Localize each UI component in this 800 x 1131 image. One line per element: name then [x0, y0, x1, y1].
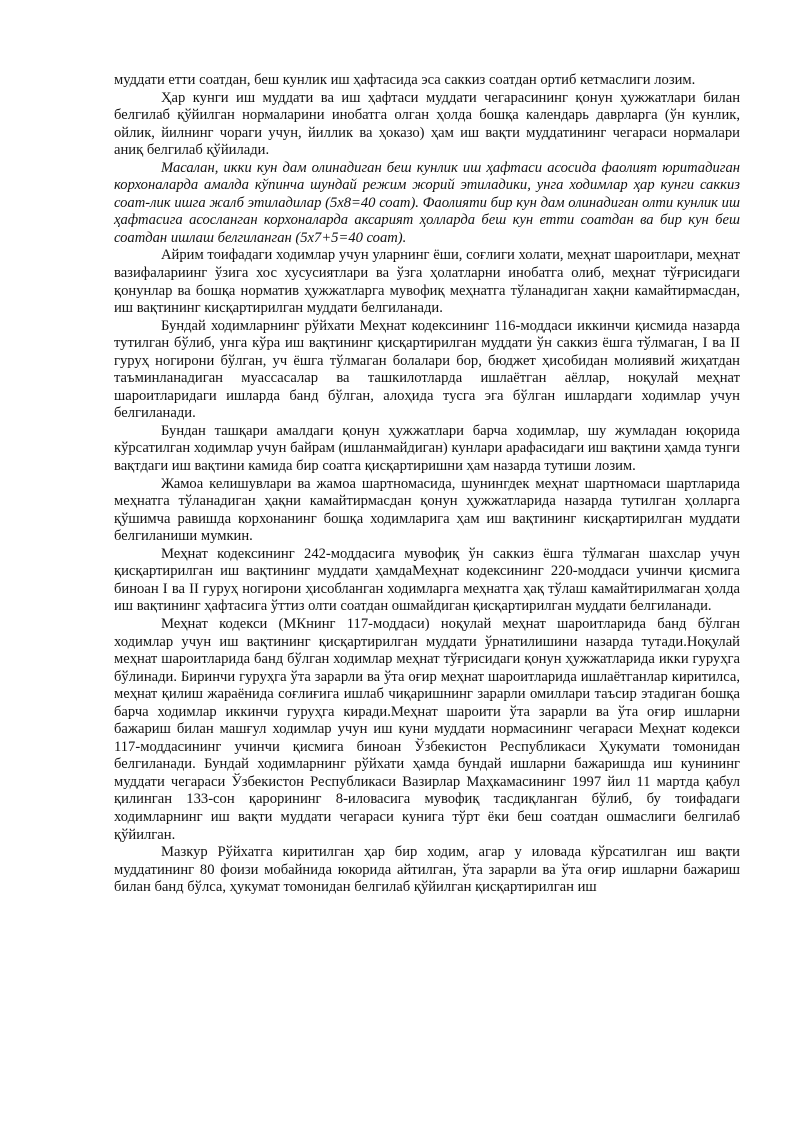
- paragraph-calendar-periods: Ҳар кунги иш муддати ва иш ҳафтаси муддати чегарасининг қонун ҳужжатлари билан белгилаб қўйилган нормаларини инобатга олган ҳолда бошқа календарь даврларга (ўн кунлик, ойлик, йилнинг чораги учун, йиллик ва ҳоказо) ҳам иш вақти муддатининг чегараси нормалари аниқ белгилаб қўйилади.: [114, 89, 740, 159]
- paragraph-example: Масалан, икки кун дам олинадиган беш кунлик иш ҳафтаси асосида фаолият юритадиган корхоналарда амалда кўпинча шундай режим жорий этиладики, унга ходимлар ҳар кунги саккиз соат-лик ишга жалб этиладилар (5х8=40 соат). Фаолияти бир кун дам олинадиган олти кунлик иш ҳафтасига асосланган корхоналарда аксарият ҳолларда беш кун етти соатдан ва бир кун беш соатдан ишлаш белгиланган (5х7+5=40 соат).: [114, 159, 740, 246]
- paragraph-holiday-eve: Бундан ташқари амалдаги қонун ҳужжатлари барча ходимлар, шу жумладан юқорида кўрсатилган ходимлар учун байрам (ишланмайдиган) кунлари арафасидаги иш вақтини ҳамда тунги вақтдаги иш вақтини камида бир соатга қисқартиришни ҳам назарда тутиши лозим.: [114, 422, 740, 475]
- paragraph-collective-agreements: Жамоа келишувлари ва жамоа шартномасида, шунингдек меҳнат шартномаси шартларида меҳнатга тўланадиган ҳақни камайтирмасдан қонун ҳужжатларида назарда тутилган ҳолларга қўшимча равишда корхонанинг бошқа ходимларига ҳам иш вақтининг кисқартирилган муддати белгиланиши мумкин.: [114, 475, 740, 545]
- paragraph-list-employee: Мазкур Рўйхатга киритилган ҳар бир ходим, агар у иловада кўрсатилган иш вақти муддатининг 80 фоизи мобайнида юкорида айтилган, ўта зарарли ва ўта оғир ишларни бажариш билан банд бўлса, ҳукумат томонидан белгилаб қўйилган қисқартирилган иш: [114, 844, 740, 896]
- paragraph-harmful-conditions: Меҳнат кодекси (МКнинг 117-моддаси) ноқулай меҳнат шароитларида банд бўлган ходимлар учун иш вақтининг қисқартирилган муддати ўрнатилишини назарда тутади.Ноқулай меҳнат шароитларида банд бўлган ходимлар меҳнат тўғрисидаги қонун ҳужжатларида икки гуруҳга бўлинади. Биринчи гуруҳга ўта зарарли ва ўта оғир меҳнат шароитларида ишлаётганлар киритилса, меҳнат қилиш жараёнида соғлиғига ишлаб чиқаришнинг зарарли омиллари таъсир этадиган бошқа барча ходимлар иккинчи гуруҳга киради.Меҳнат шароити ўта зарарли ва ўта оғир ишларни бажариш билан машғул ходимлар учун иш куни муддати нормасининг чегараси Меҳнат кодекси 117-моддасининг учинчи қисмига биноан Ўзбекистон Республикаси Ҳукумати томонидан белгиланади. Бундай ходимларнинг рўйхати ҳамда бундай ишларни бажаришда иш кунининг муддати чегараси Ўзбекистон Республикаси Вазирлар Маҳкамасининг 1997 йил 11 мартда қабул қилинган 133-сон қарорининг 8-иловасига мувофиқ тасдиқланган бўлиб, бу тоифадаги ходимларнинг иш вақти муддати чегараси кунига тўрт ёки беш соатдан ошмаслиги белгилаб қўйилган.: [114, 615, 740, 843]
- paragraph-list-of-employees: Бундай ходимларнинг рўйхати Меҳнат кодексининг 116-моддаси иккинчи қисмида назарда тутилган бўлиб, унга кўра иш вақтининг қисқартирилган муддати ўн саккиз ёшга тўлмаган, I ва II гуруҳ ногирони бўлган, уч ёшга тўлмаган болалари бор, бюджет ҳисобидан молиявий жиҳатдан таъминланадиган муассасалар ва ташкилотларда ишлаётган аёллар, ноқулай меҳнат шароитларидаги ишларда банд бўлган, алоҳида тусга эга бўлган ишлардаги ходимлар учун белгиланади.: [114, 317, 740, 422]
- paragraph-minors-disabled: Меҳнат кодексининг 242-моддасига мувофиқ ўн саккиз ёшга тўлмаган шахслар учун қисқартирилган иш вақтининг муддати ҳамдаМеҳнат кодексининг 220-моддаси учинчи қисмига биноан I ва II гуруҳ ногирони ҳисобланган ходимларга меҳнатга ҳақ тўлаш камайтирилмаган ҳолда иш вақтининг ҳафтасига ўттиз олти соатдан ошмайдиган қисқартирилган муддати белгиланади.: [114, 545, 740, 615]
- paragraph-certain-categories: Айрим тоифадаги ходимлар учун уларнинг ёши, соғлиги холати, меҳнат шароитлари, меҳнат вазифалариинг ўзига хос хусусиятлари ва ўзга ҳолатларни инобатга олиб, меҳнат тўғрисидаги қонунлар ва бошқа норматив ҳужжатларга мувофиқ меҳнатга тўланадиган хақни камайтирмасдан, иш вақтининг кисқартирилган муддати белгиланади.: [114, 247, 740, 317]
- paragraph-continuation: муддати етти соатдан, беш кунлик иш ҳафтасида эса саккиз соатдан ортиб кетмаслиги лозим.: [114, 72, 696, 88]
- document-page: [114, 72, 740, 897]
